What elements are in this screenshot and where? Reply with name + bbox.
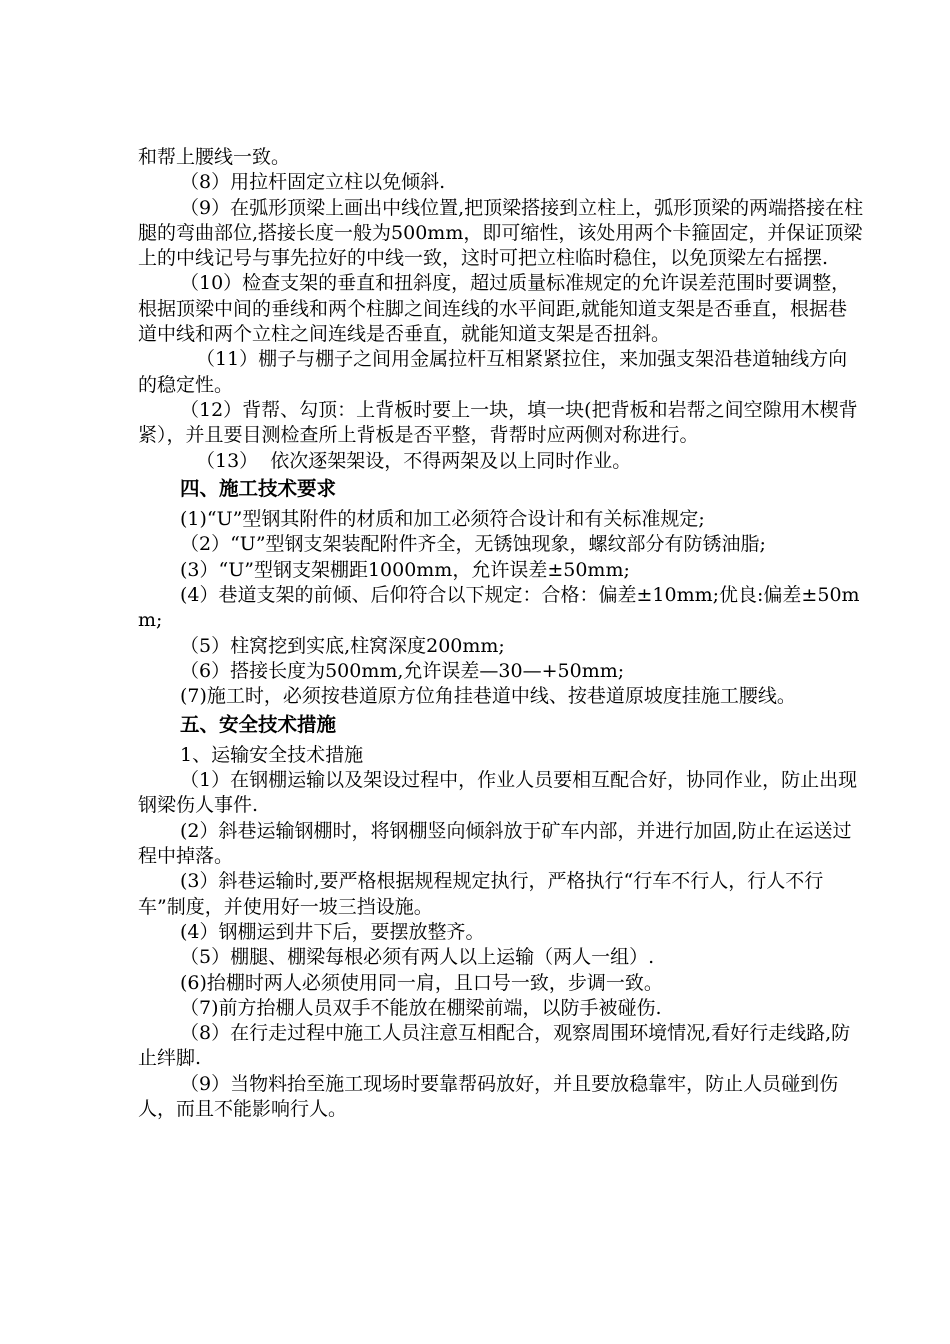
paragraph: （7)前方抬棚人员双手不能放在棚梁前端，以防手被碰伤. — [180, 996, 662, 1019]
paragraph: （13） 依次逐架架设，不得两架及以上同时作业。 — [196, 449, 632, 472]
paragraph: (6)抬棚时两人必须使用同一肩，且口号一致，步调一致。 — [180, 971, 663, 994]
paragraph: （8）用拉杆固定立柱以免倾斜. — [180, 171, 446, 194]
paragraph: （12）背帮、勾顶：上背板时要上一块，填一块(把背板和岩帮之间空隙用木楔背紧），并且要目测检查所上背板是否平整，背帮时应两侧对称进行。 — [138, 398, 858, 447]
paragraph: 和帮上腰线一致。 — [138, 146, 291, 168]
section-heading: 五、安全技术措施 — [180, 712, 337, 736]
paragraph: (3）“U”型钢支架棚距1000mm，允许误差±50mm; — [180, 558, 630, 581]
paragraph: （2）“U”型钢支架装配附件齐全，无锈蚀现象，螺纹部分有防锈油脂; — [180, 533, 766, 556]
section-heading: 四、施工技术要求 — [180, 476, 337, 500]
paragraph: （9）在弧形顶梁上画出中线位置,把顶梁搭接到立柱上，弧形顶梁的两端搭接在柱腿的弯曲部位,搭接长度一般为500mm，即可缩性，该处用两个卡箍固定，并保证顶梁上的中线记号与事先拉好的中线一致，这时可把立柱临时稳住，以免顶梁左右摇摆. — [138, 196, 864, 270]
paragraph: (3）斜巷运输时,要严格根据规程规定执行，严格执行“行车不行人，行人不行车”制度，并使用好一坡三挡设施。 — [138, 870, 824, 918]
paragraph: （10）检查支架的垂直和扭斜度，超过质量标准规定的允许误差范围时要调整，根据顶梁中间的垂线和两个柱脚之间连线的水平间距,就能知道支架是否垂直，根据巷道中线和两个立柱之间连线是否垂直，就能知道支架是否扭斜。 — [138, 272, 851, 346]
paragraph: (4）钢棚运到井下后，要摆放整齐。 — [180, 920, 485, 943]
paragraph: （5）棚腿、棚梁每根必须有两人以上运输（两人一组）. — [180, 946, 655, 969]
paragraph: （6）搭接长度为500mm,允许误差—30—+50mm; — [180, 659, 625, 682]
document-body — [138, 145, 864, 1122]
paragraph: （9）当物料抬至施工现场时要靠帮码放好，并且要放稳靠牢，防止人员碰到伤人，而且不能影响行人。 — [138, 1072, 839, 1120]
paragraph: （5）柱窝挖到实底,柱窝深度200mm; — [180, 634, 505, 657]
paragraph: （8）在行走过程中施工人员注意互相配合，观察周围环境情况,看好行走线路,防止绊脚. — [138, 1022, 851, 1070]
paragraph: (1)“U”型钢其附件的材质和加工必须符合设计和有关标准规定; — [180, 508, 705, 531]
paragraph: （11）棚子与棚子之间用金属拉杆互相紧紧拉住，来加强支架沿巷道轴线方向的稳定性。 — [138, 348, 848, 396]
paragraph: (2）斜巷运输钢棚时，将钢棚竖向倾斜放于矿车内部，并进行加固,防止在运送过程中掉落。 — [138, 819, 852, 868]
paragraph: （1）在钢棚运输以及架设过程中，作业人员要相互配合好，协同作业，防止出现钢梁伤人事件. — [138, 769, 858, 817]
paragraph: (7)施工时，必须按巷道原方位角挂巷道中线、按巷道原坡度挂施工腰线。 — [180, 685, 796, 708]
paragraph: 1、运输安全技术措施 — [180, 743, 364, 766]
paragraph: (4）巷道支架的前倾、后仰符合以下规定：合格：偏差±10mm;优良:偏差±50mm; — [138, 584, 860, 632]
